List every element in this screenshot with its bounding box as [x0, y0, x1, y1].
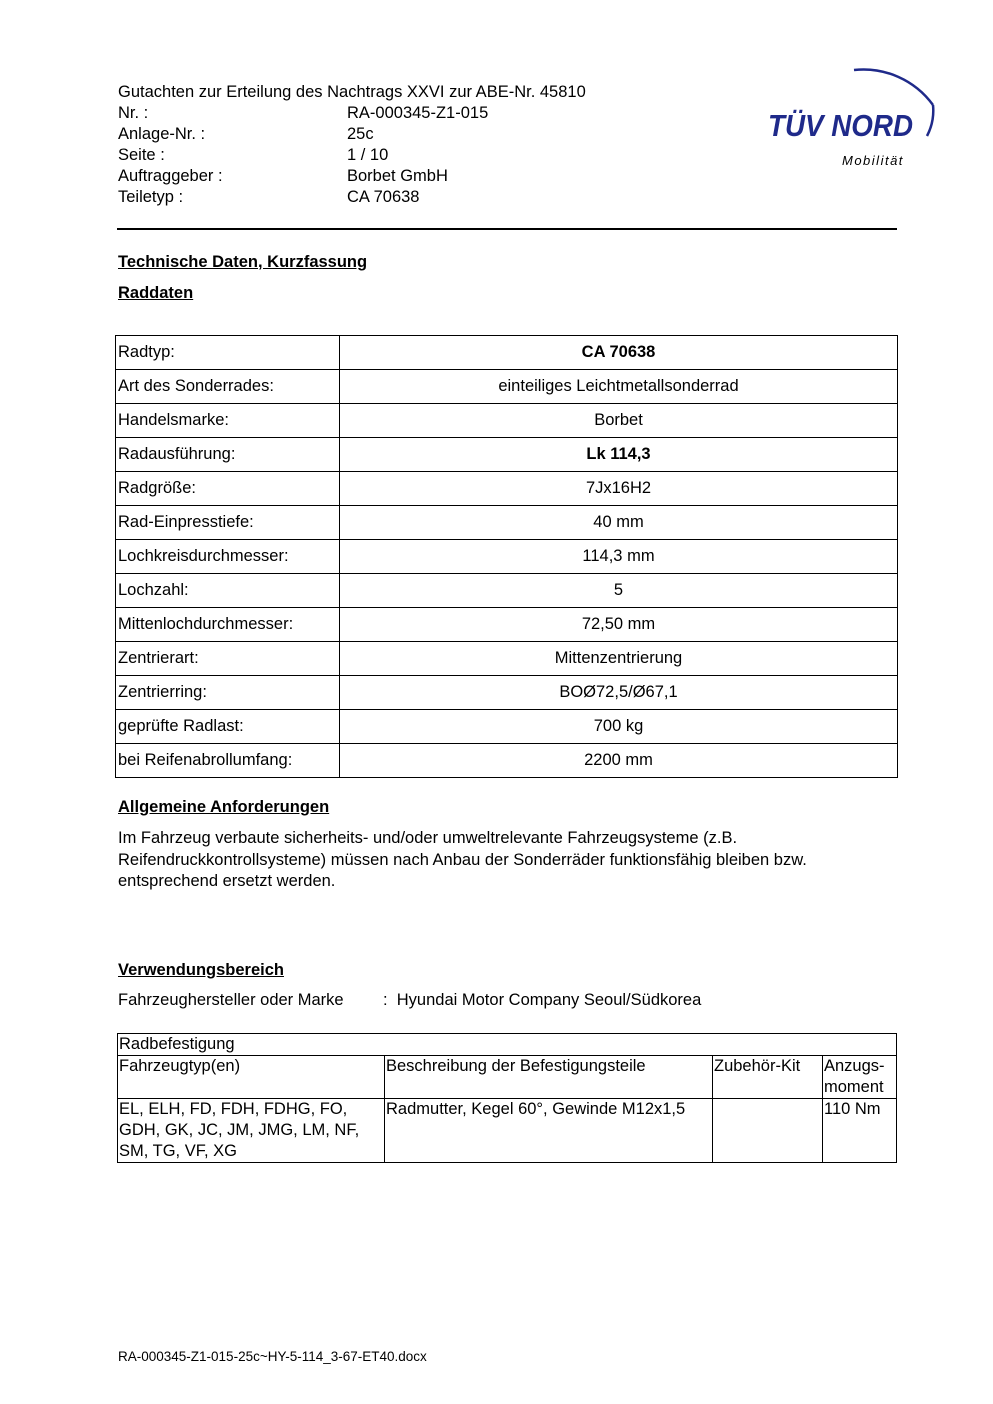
header-row-teiletyp: [118, 187, 586, 208]
section-raddaten-heading: Raddaten: [118, 284, 194, 302]
table-cell-label: Mittenlochdurchmesser:: [116, 608, 340, 642]
header-row-nr: [118, 103, 586, 124]
table-row: [116, 506, 898, 540]
table-row: [116, 744, 898, 778]
table-cell-label: Lochkreisdurchmesser:: [116, 540, 340, 574]
table-row: [116, 540, 898, 574]
cell-zubehoer-kit: [713, 1099, 823, 1163]
table-cell-value: 2200 mm: [340, 744, 898, 778]
tuv-nord-logo: [762, 58, 942, 178]
header-row-anlage: [118, 124, 586, 145]
verwendung-line: [118, 991, 701, 1010]
table-header-row: [118, 1056, 897, 1099]
table-row: [116, 472, 898, 506]
table-cell-value: 700 kg: [340, 710, 898, 744]
header-label: Teiletyp :: [118, 188, 184, 206]
table-row: [118, 1099, 897, 1163]
table-row: [116, 676, 898, 710]
table-row: [116, 642, 898, 676]
table-cell-label: Rad-Einpresstiefe:: [116, 506, 340, 540]
anzugsmoment-label: Anzugs-moment: [824, 1057, 885, 1096]
cell-fahrzeugtyp: EL, ELH, FD, FDH, FDHG, FO, GDH, GK, JC, JM, JMG, LM, NF, SM, TG, VF, XG: [118, 1099, 385, 1163]
table-cell-value: Lk 114,3: [340, 438, 898, 472]
header-value: 25c: [347, 125, 374, 143]
verwendung-value: Hyundai Motor Company Seoul/Südkorea: [396, 991, 702, 1009]
table-cell-label: Zentrierart:: [116, 642, 340, 676]
table-row: [116, 438, 898, 472]
header-zubehoer-kit: Zubehör-Kit: [713, 1056, 823, 1099]
header-label: Anlage-Nr. :: [118, 125, 206, 143]
table-cell-value: 72,50 mm: [340, 608, 898, 642]
table-title-row: [118, 1034, 897, 1056]
verwendung-label: Fahrzeughersteller oder Marke: [118, 991, 344, 1009]
header-value: CA 70638: [347, 188, 420, 206]
header-label: Auftraggeber :: [118, 167, 223, 185]
table-cell-label: Radgröße:: [116, 472, 340, 506]
table-row: [116, 710, 898, 744]
header-fahrzeugtyp: Fahrzeugtyp(en): [118, 1056, 385, 1099]
section-technical-heading: Technische Daten, Kurzfassung: [118, 253, 368, 271]
table-row: [116, 404, 898, 438]
table-cell-value: Borbet: [340, 404, 898, 438]
befestigung-table: [117, 1033, 897, 1163]
table-cell-label: bei Reifenabrollumfang:: [116, 744, 340, 778]
table-cell-value: Mittenzentrierung: [340, 642, 898, 676]
table-cell-label: Lochzahl:: [116, 574, 340, 608]
befestigung-title: Radbefestigung: [118, 1034, 897, 1056]
header-row-seite: [118, 145, 586, 166]
footer-filename: RA-000345-Z1-015-25c~HY-5-114_3-67-ET40.docx: [118, 1349, 427, 1364]
section-verwendung-heading: Verwendungsbereich: [118, 961, 284, 979]
logo-arc-icon: [762, 58, 942, 178]
table-cell-label: Radtyp:: [116, 336, 340, 370]
header-row-auftraggeber: [118, 166, 586, 187]
table-row: [116, 574, 898, 608]
table-cell-value: 114,3 mm: [340, 540, 898, 574]
cell-beschreibung: Radmutter, Kegel 60°, Gewinde M12x1,5: [385, 1099, 713, 1163]
table-cell-label: Zentrierring:: [116, 676, 340, 710]
cell-anzugsmoment: 110 Nm: [823, 1099, 897, 1163]
table-row: [116, 336, 898, 370]
table-cell-label: Art des Sonderrades:: [116, 370, 340, 404]
table-cell-label: Handelsmarke:: [116, 404, 340, 438]
logo-wordmark: TÜV NORD: [768, 108, 913, 143]
table-cell-value: 5: [340, 574, 898, 608]
table-cell-value: 40 mm: [340, 506, 898, 540]
header-value: RA-000345-Z1-015: [347, 104, 489, 122]
document-title: Gutachten zur Erteilung des Nachtrags XXVI zur ABE-Nr. 45810: [118, 83, 586, 101]
table-row: [116, 370, 898, 404]
header-value: 1 / 10: [347, 146, 389, 164]
table-cell-value: einteiliges Leichtmetallsonderrad: [340, 370, 898, 404]
table-cell-label: geprüfte Radlast:: [116, 710, 340, 744]
header-divider: [117, 228, 897, 230]
header-value: Borbet GmbH: [347, 167, 448, 185]
raddaten-table: [115, 335, 898, 778]
table-cell-value: BOØ72,5/Ø67,1: [340, 676, 898, 710]
document-header: [118, 82, 586, 208]
table-cell-label: Radausführung:: [116, 438, 340, 472]
logo-subtitle: Mobilität: [842, 153, 904, 168]
header-anzugsmoment: [823, 1056, 897, 1099]
header-beschreibung: Beschreibung der Befestigungsteile: [385, 1056, 713, 1099]
section-allgemein-heading: Allgemeine Anforderungen: [118, 798, 330, 816]
table-row: [116, 608, 898, 642]
header-label: Seite :: [118, 146, 165, 164]
header-label: Nr. :: [118, 104, 149, 122]
table-cell-value: 7Jx16H2: [340, 472, 898, 506]
verwendung-separator: :: [383, 991, 388, 1009]
allgemein-paragraph: Im Fahrzeug verbaute sicherheits- und/oder umweltrelevante Fahrzeugsysteme (z.B. Reifendruckkontrollsysteme) müssen nach Anbau der Sonderräder funktionsfähig bleiben bzw. entsprechend ersetzt werden.: [118, 829, 807, 890]
table-cell-value: CA 70638: [340, 336, 898, 370]
